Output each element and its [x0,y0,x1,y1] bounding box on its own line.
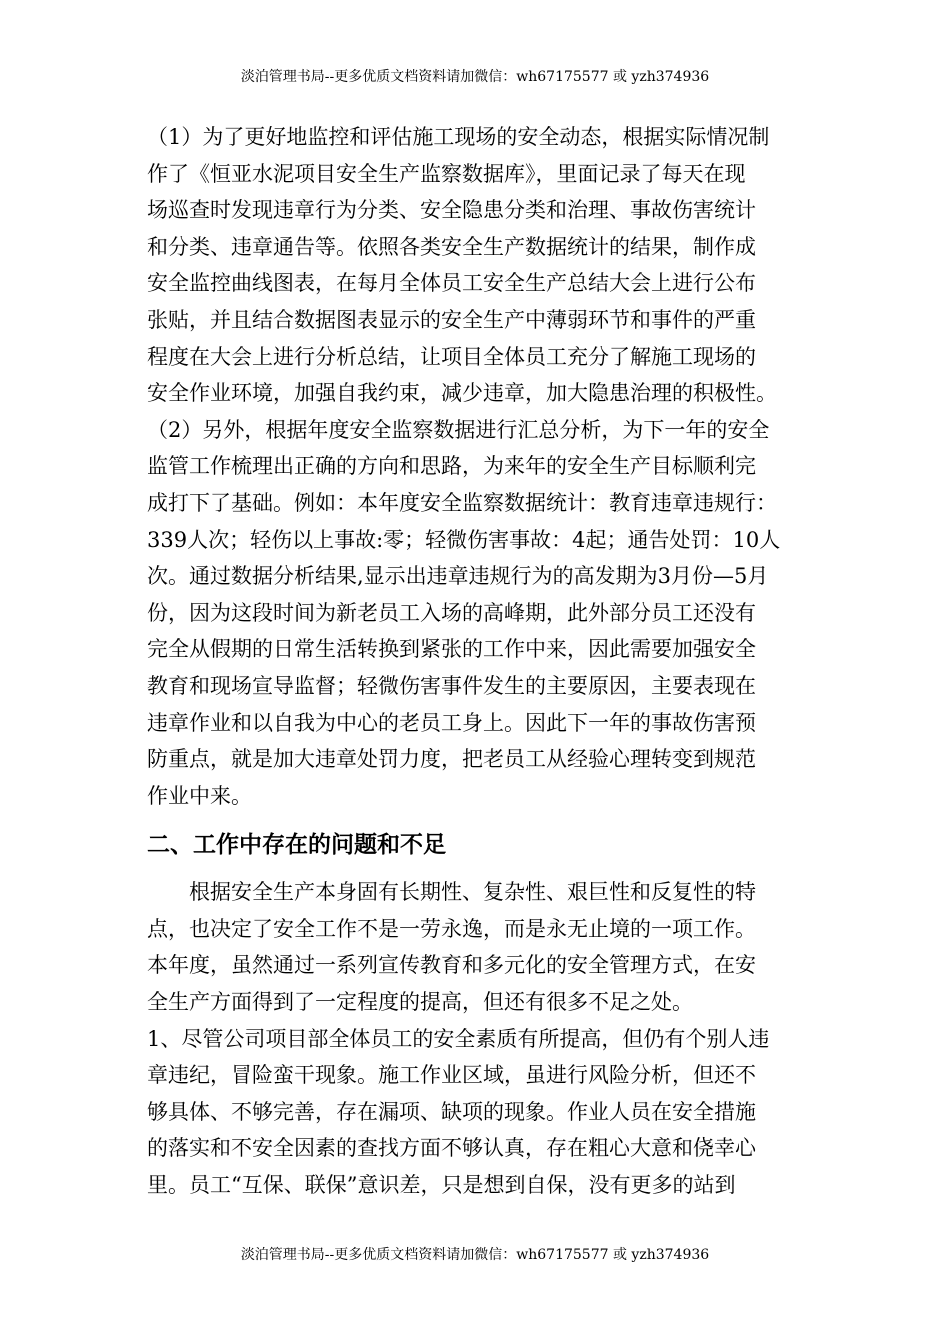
text-line: 监管工作梳理出正确的方向和思路，为来年的安全生产目标顺利完 [147,454,756,479]
text-line: 里。员工“互保、联保”意识差，只是想到自保，没有更多的站到 [147,1173,736,1198]
text-line: 防重点，就是加大违章处罚力度，把老员工从经验心理转变到规范 [147,747,756,772]
text-line: 点，也决定了安全工作不是一劳永逸，而是永无止境的一项工作。 [147,916,756,941]
text-line: 安全监控曲线图表，在每月全体员工安全生产总结大会上进行公布 [147,271,756,296]
page-header: 淡泊管理书局--更多优质文档资料请加微信：wh67175577 或 yzh374936 [240,69,710,85]
text-line: 和分类、违章通告等。依照各类安全生产数据统计的结果，制作成 [147,234,756,259]
text-line: 安全作业环境，加强自我约束，减少违章，加大隐患治理的积极性。 [147,381,777,406]
text-line: 完全从假期的日常生活转换到紧张的工作中来，因此需要加强安全 [147,637,756,662]
text-line: 教育和现场宣导监督；轻微伤害事件发生的主要原因，主要表现在 [147,673,756,698]
text-line: 够具体、不够完善，存在漏项、缺项的现象。作业人员在安全措施 [147,1099,756,1124]
text-line: 作了《恒亚水泥项目安全生产监察数据库》，里面记录了每天在现 [147,161,746,186]
document-body [147,119,807,1204]
text-line: 的落实和不安全因素的查找方面不够认真，存在粗心大意和侥幸心 [147,1136,756,1161]
text-line: 章违纪，冒险蛮干现象。施工作业区域，虽进行风险分析，但还不 [147,1063,756,1088]
text-line: 程度在大会上进行分析总结，让项目全体员工充分了解施工现场的 [147,344,756,369]
text-line: 作业中来。 [147,783,252,808]
text-line: 次。通过数据分析结果,显示出违章违规行为的高发期为3月份—5月 [147,564,769,589]
text-line: 成打下了基础。例如：本年度安全监察数据统计：教育违章违规行： [147,490,777,515]
text-line: 全生产方面得到了一定程度的提高，但还有很多不足之处。 [147,990,693,1015]
text-line: 违章作业和以自我为中心的老员工身上。因此下一年的事故伤害预 [147,710,756,735]
page-footer: 淡泊管理书局--更多优质文档资料请加微信：wh67175577 或 yzh374936 [240,1247,710,1263]
section-heading: 二、工作中存在的问题和不足 [147,831,446,859]
section-intro-paragraph [147,874,807,1020]
text-line: 本年度，虽然通过一系列宣传教育和多元化的安全管理方式，在安 [147,953,756,978]
paragraph-2 [147,412,807,815]
list-item-1 [147,1021,807,1204]
text-line: （2）另外，根据年度安全监察数据进行汇总分析，为下一年的安全 [147,417,770,442]
text-line: 张贴，并且结合数据图表显示的安全生产中薄弱环节和事件的严重 [147,307,756,332]
text-line: 份，因为这段时间为新老员工入场的高峰期，此外部分员工还没有 [147,600,756,625]
text-line: 场巡查时发现违章行为分类、安全隐患分类和治理、事故伤害统计 [147,198,756,223]
text-line: （1）为了更好地监控和评估施工现场的安全动态，根据实际情况制 [147,125,770,149]
text-line: 339人次；轻伤以上事故:零；轻微伤害事故：4起；通告处罚：10人 [147,527,781,552]
paragraph-1 [147,119,807,412]
text-line: 根据安全生产本身固有长期性、复杂性、艰巨性和反复性的特 [147,880,756,905]
text-line: 1、尽管公司项目部全体员工的安全素质有所提高，但仍有个别人违 [147,1026,770,1051]
